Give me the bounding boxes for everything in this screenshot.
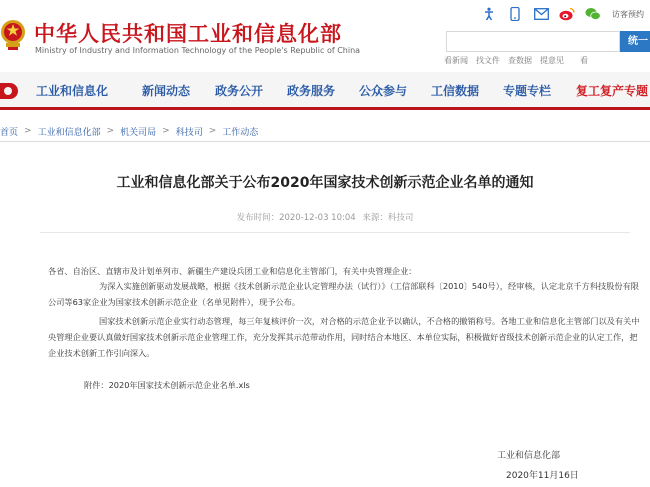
meta-divider — [40, 232, 630, 233]
nav-item-gov-affairs[interactable]: 政务公开 — [215, 84, 264, 98]
breadcrumb-separator: > — [162, 126, 170, 136]
mobile-icon[interactable] — [506, 5, 524, 23]
quick-link-news[interactable]: 看新闻 — [444, 56, 468, 65]
quick-link-more[interactable]: 看 — [580, 56, 588, 65]
breadcrumb-item-miit[interactable]: 工业和信息化部 — [37, 127, 101, 138]
publish-date: 发布时间：2020-12-03 10:04 — [236, 213, 356, 223]
quick-links — [440, 55, 600, 66]
search-input[interactable] — [446, 31, 620, 52]
breadcrumb-separator: > — [24, 126, 32, 136]
breadcrumb-item-work-news[interactable]: 工作动态 — [222, 127, 259, 138]
attachment-link[interactable]: 附件：2020年国家技术创新示范企业名单.xls — [84, 380, 250, 390]
nav-item-industry-it[interactable]: 工业和信息化 — [36, 84, 109, 98]
email-icon[interactable] — [532, 5, 550, 23]
breadcrumb-divider — [0, 141, 650, 142]
breadcrumb-item-science-tech[interactable]: 科技司 — [175, 127, 203, 138]
article-title: 工业和信息化部关于公布2020年国家技术创新示范企业名单的通知 — [116, 175, 534, 191]
nav-item-news[interactable]: 新闻动态 — [142, 84, 191, 98]
nav-item-resumption-topic[interactable]: 复工复产专题 — [576, 84, 649, 98]
breadcrumb-item-departments[interactable]: 机关司局 — [120, 127, 157, 138]
breadcrumb-separator: > — [208, 126, 217, 136]
article-paragraph: 为深入实施创新驱动发展战略，根据《技术创新示范企业认定管理办法（试行）》（工信部联科〔2010〕540号），经审核，认定北京千方科技股份有限公司等63家企业为国家技术创新示范企业（名单见附件），现予公布。 — [48, 281, 639, 307]
signature-org: 工业和信息化部 — [497, 451, 561, 461]
nav-item-gov-services[interactable]: 政务服务 — [287, 84, 336, 98]
visitor-appointment-link[interactable]: 访客预约 — [612, 9, 644, 19]
national-emblem-icon[interactable] — [0, 16, 26, 52]
site-subtitle: Ministry of Industry and Information Technology of the People's Republic of China — [35, 46, 361, 55]
site-title[interactable]: 中华人民共和国工业和信息化部 — [34, 22, 342, 46]
top-utility-bar — [480, 5, 644, 23]
article-addressee: 各省、自治区、直辖市及计划单列市、新疆生产建设兵团工业和信息化主管部门，有关中央管理企业： — [48, 266, 417, 276]
gear-icon — [0, 80, 20, 102]
breadcrumb-item-home[interactable]: 首页 — [0, 127, 19, 138]
wechat-icon[interactable] — [584, 5, 602, 23]
weibo-icon[interactable] — [558, 5, 576, 23]
article-source: 来源：科技司 — [362, 213, 414, 223]
article-meta — [0, 211, 650, 223]
signature-date: 2020年11月16日 — [506, 471, 579, 481]
search-button[interactable]: 统一 — [620, 31, 650, 52]
quick-link-feedback[interactable]: 提意见 — [540, 56, 564, 65]
quick-link-files[interactable]: 找文件 — [476, 56, 500, 65]
nav-item-public-participation[interactable]: 公众参与 — [359, 84, 408, 98]
nav-item-it-data[interactable]: 工信数据 — [431, 84, 480, 98]
breadcrumb-separator: > — [106, 126, 115, 136]
nav-item-special-topics[interactable]: 专题专栏 — [503, 84, 552, 98]
quick-link-data[interactable]: 查数据 — [508, 56, 532, 65]
article-paragraph: 国家技术创新示范企业实行动态管理，每三年复核评价一次，对合格的示范企业予以确认，不合格的撤销称号。各地工业和信息化主管部门以及有关中央管理企业要认真做好国家技术创新示范企业管理工作，充分发挥其示范带动作用，同时结合本地区、本单位实际，积极做好省级技术创新示范企业的认定工作，把企业技术创新工作引向深入。 — [48, 316, 640, 358]
accessibility-icon[interactable] — [480, 5, 498, 23]
site-header — [0, 0, 650, 72]
main-nav — [0, 72, 650, 110]
breadcrumb — [0, 124, 258, 138]
